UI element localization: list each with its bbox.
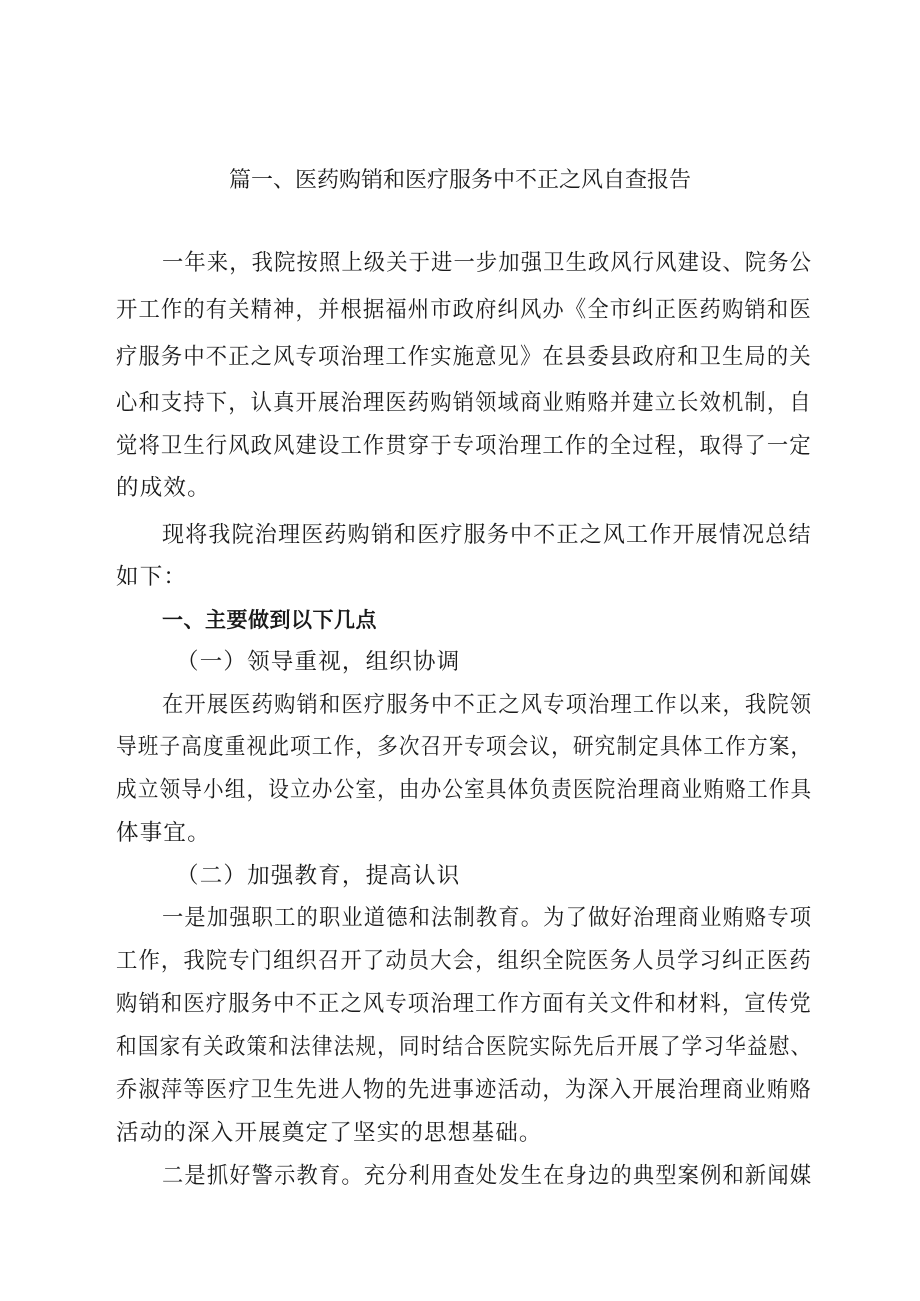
subsection-heading: （二）加强教育，提高认识 (176, 863, 461, 889)
paragraph-line: 心和支持下，认真开展治理医药购销领域商业贿赂并建立长效机制，自 (116, 390, 812, 416)
subsection-heading: （一）领导重视，组织协调 (176, 649, 461, 675)
paragraph-line: 活动的深入开展奠定了坚实的思想基础。 (116, 1120, 543, 1146)
paragraph-line: 开工作的有关精神，并根据福州市政府纠风办《全市纠正医药购销和医 (116, 297, 812, 323)
paragraph-line: 体事宜。 (116, 820, 211, 846)
paragraph-line: 购销和医疗服务中不正之风专项治理工作方面有关文件和材料，宣传党 (116, 991, 812, 1017)
paragraph-line: 现将我院治理医药购销和医疗服务中不正之风工作开展情况总结 (162, 522, 812, 548)
paragraph-line: 觉将卫生行风政风建设工作贯穿于专项治理工作的全过程，取得了一定 (116, 433, 812, 459)
paragraph-line: 二是抓好警示教育。充分利用查处发生在身边的典型案例和新闻媒 (162, 1163, 813, 1189)
paragraph-line: 一年来，我院按照上级关于进一步加强卫生政风行风建设、院务公 (162, 250, 813, 276)
paragraph-line: 一是加强职工的职业道德和法制教育。为了做好治理商业贿赂专项 (162, 905, 813, 931)
document-title: 篇一、医药购销和医疗服务中不正之风自查报告 (228, 168, 691, 193)
paragraph-line: 的成效。 (116, 475, 211, 501)
paragraph-line: 如下： (116, 564, 188, 590)
paragraph-line: 在开展医药购销和医疗服务中不正之风专项治理工作以来，我院领 (162, 692, 813, 718)
paragraph-line: 疗服务中不正之风专项治理工作实施意见》在县委县政府和卫生局的关 (116, 344, 812, 370)
section-heading: 一、主要做到以下几点 (162, 608, 377, 632)
paragraph-line: 导班子高度重视此项工作，多次召开专项会议，研究制定具体工作方案， (116, 734, 813, 760)
paragraph-line: 工作，我院专门组织召开了动员大会，组织全院医务人员学习纠正医药 (116, 948, 812, 974)
paragraph-line: 和国家有关政策和法律法规，同时结合医院实际先后开展了学习华益慰、 (116, 1034, 813, 1060)
paragraph-line: 乔淑萍等医疗卫生先进人物的先进事迹活动，为深入开展治理商业贿赂 (116, 1077, 812, 1103)
paragraph-line: 成立领导小组，设立办公室，由办公室具体负责医院治理商业贿赂工作具 (116, 777, 813, 803)
